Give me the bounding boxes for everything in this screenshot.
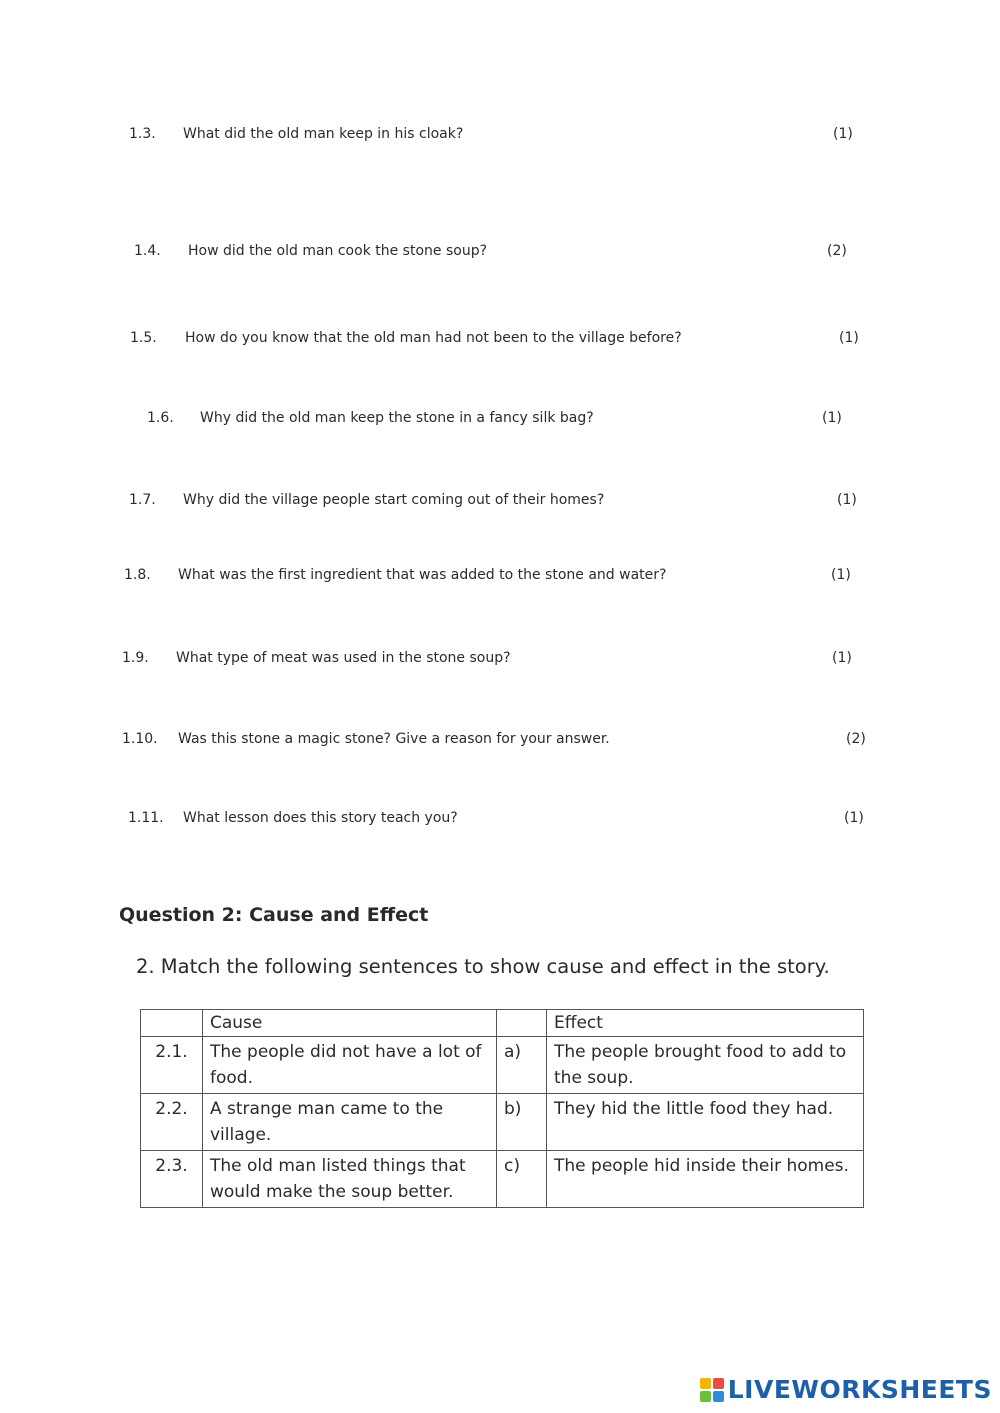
question-text: Was this stone a magic stone? Give a reason for your answer. [178, 731, 610, 747]
question-number: 1.3. [129, 126, 156, 142]
question-text: Why did the old man keep the stone in a fancy silk bag? [200, 410, 594, 426]
question-marks: (1) [837, 492, 857, 508]
question-text: What lesson does this story teach you? [183, 810, 458, 826]
liveworksheets-logo-icon [700, 1378, 724, 1402]
section-heading: Question 2: Cause and Effect [119, 904, 429, 926]
question-number: 1.5. [130, 330, 157, 346]
effect-letter: b) [497, 1094, 547, 1151]
table-row [141, 1037, 864, 1094]
question-marks: (2) [827, 243, 847, 259]
question-marks: (2) [846, 731, 866, 747]
question-marks: (1) [839, 330, 859, 346]
logo-tile [700, 1378, 711, 1389]
logo-tile [713, 1378, 724, 1389]
question-marks: (1) [832, 650, 852, 666]
question-text: Why did the village people start coming out of their homes? [183, 492, 605, 508]
section-instruction: 2. Match the following sentences to show cause and effect in the story. [136, 955, 830, 978]
logo-tile [700, 1391, 711, 1402]
brand-name: LIVEWORKSHEETS [727, 1375, 992, 1404]
table-header-row [141, 1010, 864, 1037]
question-number: 1.10. [122, 731, 158, 747]
question-number: 1.9. [122, 650, 149, 666]
question-number: 1.7. [129, 492, 156, 508]
liveworksheets-logo[interactable] [700, 1375, 992, 1404]
header-effect: Effect [547, 1010, 864, 1037]
cause-cell: The people did not have a lot of food. [203, 1037, 497, 1094]
question-number: 1.6. [147, 410, 174, 426]
question-marks: (1) [822, 410, 842, 426]
question-text: What did the old man keep in his cloak? [183, 126, 464, 142]
logo-tile [713, 1391, 724, 1402]
effect-cell: The people hid inside their homes. [547, 1151, 864, 1208]
cause-cell: A strange man came to the village. [203, 1094, 497, 1151]
effect-letter: a) [497, 1037, 547, 1094]
question-text: What was the first ingredient that was added to the stone and water? [178, 567, 667, 583]
question-number: 1.4. [134, 243, 161, 259]
effect-cell: They hid the little food they had. [547, 1094, 864, 1151]
header-empty-cell [497, 1010, 547, 1037]
question-number: 1.8. [124, 567, 151, 583]
row-number: 2.1. [141, 1037, 203, 1094]
cause-cell: The old man listed things that would make the soup better. [203, 1151, 497, 1208]
header-empty-cell [141, 1010, 203, 1037]
question-marks: (1) [831, 567, 851, 583]
cause-effect-table [140, 1009, 864, 1208]
row-number: 2.2. [141, 1094, 203, 1151]
question-text: How do you know that the old man had not been to the village before? [185, 330, 682, 346]
question-marks: (1) [844, 810, 864, 826]
table-row [141, 1094, 864, 1151]
effect-letter: c) [497, 1151, 547, 1208]
question-text: How did the old man cook the stone soup? [188, 243, 488, 259]
question-text: What type of meat was used in the stone soup? [176, 650, 511, 666]
question-marks: (1) [833, 126, 853, 142]
row-number: 2.3. [141, 1151, 203, 1208]
question-number: 1.11. [128, 810, 164, 826]
table-row [141, 1151, 864, 1208]
header-cause: Cause [203, 1010, 497, 1037]
effect-cell: The people brought food to add to the soup. [547, 1037, 864, 1094]
